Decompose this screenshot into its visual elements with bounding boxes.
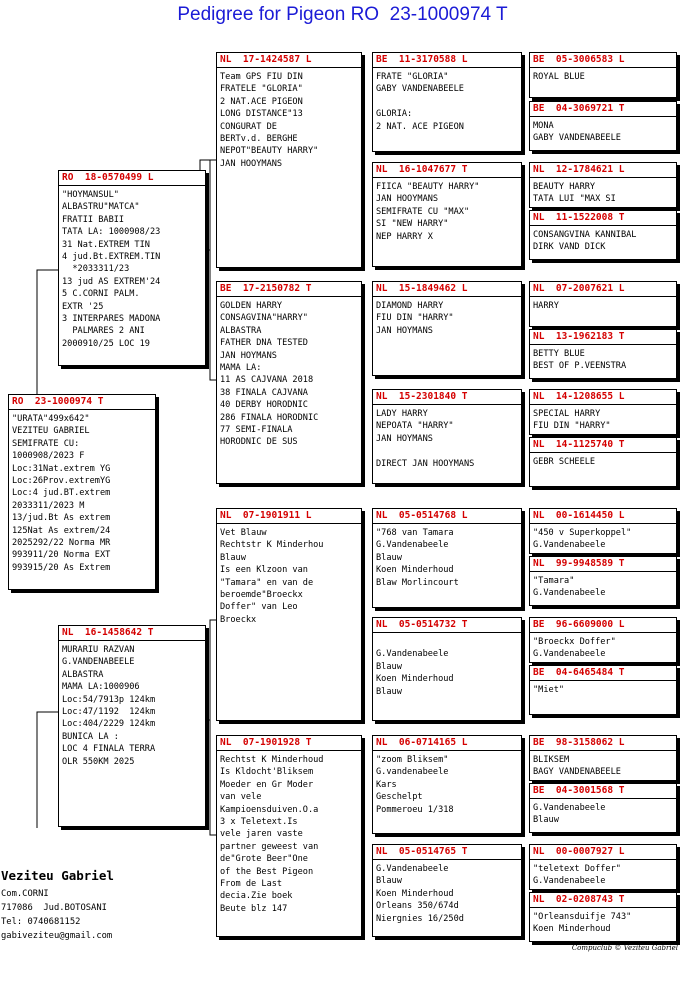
ring-number: NL 14-1208655 L bbox=[530, 390, 676, 405]
pigeon-notes bbox=[530, 908, 676, 939]
note-line: LADY HARRY bbox=[376, 409, 428, 419]
footer-credit: Compuclub © Veziteu Gabriel bbox=[571, 944, 678, 952]
pigeon-card-grandparent[interactable] bbox=[216, 508, 362, 721]
note-line: CONSANGVINA KANNIBAL bbox=[533, 230, 637, 240]
pigeon-notes bbox=[373, 68, 521, 136]
ring-number: BE 04-3069721 T bbox=[530, 102, 676, 117]
note-line: SEMIFRATE CU: bbox=[12, 438, 80, 449]
note-line: DIAMOND HARRY bbox=[376, 301, 444, 311]
pigeon-notes bbox=[217, 297, 361, 452]
pigeon-card-great-great-grandparent[interactable] bbox=[529, 101, 677, 151]
note-line: DIRECT JAN HOOYMANS bbox=[376, 458, 475, 469]
pigeon-notes bbox=[530, 453, 676, 471]
pigeon-card-great-great-grandparent[interactable] bbox=[529, 281, 677, 327]
pigeon-card-great-grandparent[interactable] bbox=[372, 389, 522, 484]
note-line: ALBASTRA bbox=[220, 325, 262, 336]
ring-number: NL 07-1901928 T bbox=[217, 736, 361, 751]
note-line: BETTY BLUE bbox=[533, 349, 585, 359]
pigeon-card-great-great-grandparent[interactable] bbox=[529, 556, 677, 606]
note-line: Blaw Morlincourt bbox=[376, 577, 459, 588]
note-line: G.Vandenabeele bbox=[533, 540, 606, 551]
note-line: MAMA LA:1000906 bbox=[62, 682, 140, 693]
pigeon-card-subject[interactable] bbox=[8, 394, 156, 590]
note-line: 1000908/2023 F bbox=[12, 451, 85, 462]
note-line: 3 INTERPARES MADONA bbox=[62, 314, 161, 325]
ring-number: NL 07-1901911 L bbox=[217, 509, 361, 524]
note-line: NEP HARRY X bbox=[376, 231, 433, 242]
note-line: BERTv.d. BERGHE bbox=[220, 134, 298, 145]
pigeon-card-great-great-grandparent[interactable] bbox=[529, 437, 677, 487]
note-line: Blauw bbox=[376, 661, 402, 672]
pigeon-notes bbox=[373, 860, 521, 928]
note-line: Moeder en Gr Moder bbox=[220, 779, 314, 790]
note-line: 993911/20 Norma EXT bbox=[12, 550, 111, 561]
note-line: of the Best Pigeon bbox=[220, 866, 314, 877]
ring-number: NL 15-2301840 T bbox=[373, 390, 521, 405]
note-line bbox=[376, 636, 518, 648]
note-line: Is een Klzoon van bbox=[220, 565, 308, 576]
note-line: Rechtstr K Minderhou bbox=[220, 540, 324, 551]
pigeon-notes bbox=[217, 524, 361, 629]
note-line: From de Last bbox=[220, 879, 283, 890]
note-line: Is Kldocht'Bliksem bbox=[220, 767, 314, 778]
note-line: G.vandenabeele bbox=[376, 767, 449, 778]
page-title: Pedigree for Pigeon RO 23-1000974 T bbox=[177, 4, 508, 25]
note-line: Kampioensduiven.O.a bbox=[220, 804, 319, 815]
ring-number: NL 99-9948589 T bbox=[530, 557, 676, 572]
note-line: GEBR SCHEELE bbox=[533, 457, 596, 467]
note-line: G.Vandenabeele bbox=[533, 876, 606, 887]
note-line: SPECIAL HARRY bbox=[533, 409, 601, 419]
note-line: 4 jud.Bt.EXTREM.TIN bbox=[62, 252, 161, 263]
breeder-line: Tel: 0740681152 bbox=[1, 917, 81, 927]
note-line: TATA LA: 1000908/23 bbox=[62, 227, 161, 238]
note-line bbox=[376, 445, 518, 457]
note-line: Beute blz 147 bbox=[220, 903, 288, 914]
ring-number: NL 14-1125740 T bbox=[530, 438, 676, 453]
pigeon-notes bbox=[530, 178, 676, 208]
note-line: "teletext Doffer" bbox=[533, 864, 621, 874]
note-line: *2033311/23 bbox=[62, 264, 130, 275]
note-line: JAN HOOYMANS bbox=[220, 158, 283, 169]
note-line: BAGY VANDENABEELE bbox=[533, 767, 621, 778]
note-line: BEST OF P.VEENSTRA bbox=[533, 361, 627, 372]
pigeon-card-great-grandparent[interactable] bbox=[372, 508, 522, 608]
note-line: G.Vandenabeele bbox=[376, 540, 449, 551]
note-line: GABY VANDENABEELE bbox=[376, 84, 464, 95]
note-line: "Tamara" en van de bbox=[220, 577, 314, 588]
note-line: 993915/20 As Extrem bbox=[12, 562, 111, 573]
note-line: ALBASTRU"MATCA" bbox=[62, 202, 140, 213]
note-line: 2 NAT. ACE PIGEON bbox=[376, 121, 464, 132]
note-line: ROYAL BLUE bbox=[533, 72, 585, 82]
pigeon-card-great-great-grandparent[interactable] bbox=[529, 508, 677, 554]
note-line: 13 jud AS EXTREM'24 bbox=[62, 276, 161, 287]
note-line: "zoom Bliksem" bbox=[376, 755, 449, 765]
pigeon-card-great-great-grandparent[interactable] bbox=[529, 52, 677, 98]
note-line: Orleans 350/674d bbox=[376, 901, 459, 912]
note-line: 31 Nat.EXTREM TIN bbox=[62, 239, 150, 250]
pigeon-notes bbox=[530, 751, 676, 781]
pigeon-notes bbox=[530, 345, 676, 376]
breeder-email[interactable]: gabiveziteu@gmail.com bbox=[1, 931, 113, 941]
note-line: Doffer" van Leo bbox=[220, 602, 298, 613]
note-line: EXTR '25 bbox=[62, 301, 104, 312]
ring-number: NL 07-2007621 L bbox=[530, 282, 676, 297]
pigeon-card-great-great-grandparent[interactable] bbox=[529, 892, 677, 942]
pigeon-notes bbox=[59, 186, 205, 353]
note-line: Vet Blauw bbox=[220, 528, 267, 538]
pigeon-notes bbox=[217, 751, 361, 918]
note-line: FRATII BABII bbox=[62, 214, 125, 225]
note-line: Koen Minderhoud bbox=[376, 674, 454, 685]
ring-number: NL 02-0208743 T bbox=[530, 893, 676, 908]
note-line: LONG DISTANCE"13 bbox=[220, 109, 303, 120]
pigeon-notes bbox=[530, 860, 676, 890]
note-line: GABY VANDENABEELE bbox=[533, 133, 621, 144]
note-line: G.Vandenabeele bbox=[376, 649, 449, 660]
note-line: "URATA"499x642" bbox=[12, 414, 90, 424]
note-line: CONGURAT DE bbox=[220, 121, 277, 132]
ring-number: NL 16-1047677 T bbox=[373, 163, 521, 178]
ring-number: NL 05-0514765 T bbox=[373, 845, 521, 860]
pigeon-card-great-grandparent[interactable] bbox=[372, 52, 522, 152]
note-line: PALMARES 2 ANI bbox=[62, 326, 145, 337]
pigeon-notes bbox=[530, 633, 676, 663]
pigeon-card-great-grandparent[interactable] bbox=[372, 735, 522, 834]
note-line: OLR 550KM 2025 bbox=[62, 756, 135, 767]
pigeon-notes bbox=[373, 524, 521, 592]
pigeon-notes bbox=[530, 117, 676, 148]
note-line: 2000910/25 LOC 19 bbox=[62, 338, 150, 349]
note-line: FIU DIN "HARRY" bbox=[533, 421, 611, 432]
ring-number: RO 18-0570499 L bbox=[59, 171, 205, 186]
note-line: 125Nat As extrem/24 bbox=[12, 525, 111, 536]
pigeon-card-grandparent[interactable] bbox=[216, 281, 362, 484]
note-line: FRATE "GLORIA" bbox=[376, 72, 449, 82]
note-line: decia.Zie boek bbox=[220, 891, 293, 902]
note-line: SEMIFRATE CU "MAX" bbox=[376, 206, 470, 217]
note-line: "450 v Superkoppel" bbox=[533, 528, 632, 538]
pigeon-card-great-grandparent[interactable] bbox=[372, 281, 522, 376]
ring-number: BE 98-3158062 L bbox=[530, 736, 676, 751]
pigeon-card-grandparent[interactable] bbox=[216, 735, 362, 937]
ring-number: NL 17-1424587 L bbox=[217, 53, 361, 68]
ring-number: NL 11-1522008 T bbox=[530, 211, 676, 226]
note-line: Loc:26Prov.extremYG bbox=[12, 476, 111, 487]
pigeon-card-great-great-grandparent[interactable] bbox=[529, 389, 677, 435]
ring-number: NL 15-1849462 L bbox=[373, 282, 521, 297]
note-line: Koen Minderhoud bbox=[376, 888, 454, 899]
ring-number: NL 12-1784621 L bbox=[530, 163, 676, 178]
note-line: Loc:4 jud.BT.extrem bbox=[12, 488, 111, 499]
note-line: 77 SEMI-FINALA bbox=[220, 425, 293, 436]
ring-number: NL 00-1614450 L bbox=[530, 509, 676, 524]
note-line: NEPOT"BEAUTY HARRY" bbox=[220, 146, 319, 157]
note-line: Blauw bbox=[533, 815, 559, 826]
note-line: ALBASTRA bbox=[62, 669, 104, 680]
note-line: 286 FINALA HORODNIC bbox=[220, 412, 319, 423]
pigeon-card-great-great-grandparent[interactable] bbox=[529, 735, 677, 781]
pigeon-notes bbox=[530, 68, 676, 86]
note-line: MONA bbox=[533, 121, 554, 131]
note-line: 38 FINALA CAJVANA bbox=[220, 387, 308, 398]
note-line: G.Vandenabeele bbox=[376, 864, 449, 874]
pigeon-card-great-grandparent[interactable] bbox=[372, 162, 522, 267]
note-line: JAN HOYMANS bbox=[220, 350, 277, 361]
note-line: partner geweest van bbox=[220, 841, 319, 852]
pigeon-notes bbox=[530, 226, 676, 257]
pigeon-notes bbox=[373, 178, 521, 246]
ring-number: BE 04-3001568 T bbox=[530, 784, 676, 799]
pigeon-notes bbox=[530, 297, 676, 315]
note-line: beroemde"Broeckx bbox=[220, 590, 303, 601]
note-line: JAN HOYMANS bbox=[376, 433, 433, 444]
pigeon-notes bbox=[530, 405, 676, 435]
pigeon-card-great-great-grandparent[interactable] bbox=[529, 329, 677, 379]
pigeon-card-great-great-grandparent[interactable] bbox=[529, 210, 677, 260]
note-line: SI "NEW HARRY" bbox=[376, 219, 449, 230]
note-line: Kars bbox=[376, 779, 397, 790]
ring-number: NL 16-1458642 T bbox=[59, 626, 205, 641]
ring-number: NL 06-0714165 L bbox=[373, 736, 521, 751]
note-line: "Tamara" bbox=[533, 576, 575, 586]
pigeon-card-great-great-grandparent[interactable] bbox=[529, 617, 677, 663]
note-line: "Orleansduifje 743" bbox=[533, 912, 632, 922]
note-line: 40 DERBY HORODNIC bbox=[220, 400, 308, 411]
note-line: FIU DIN "HARRY" bbox=[376, 313, 454, 324]
note-line: "HOYMANSUL" bbox=[62, 190, 119, 200]
pigeon-card-great-great-grandparent[interactable] bbox=[529, 162, 677, 208]
note-line: "768 van Tamara bbox=[376, 528, 454, 538]
pigeon-card-great-grandparent[interactable] bbox=[372, 617, 522, 721]
note-line: FATHER DNA TESTED bbox=[220, 338, 308, 349]
pigeon-card-great-great-grandparent[interactable] bbox=[529, 665, 677, 715]
pigeon-card-great-great-grandparent[interactable] bbox=[529, 844, 677, 890]
note-line: G.Vandenabeele bbox=[533, 649, 606, 660]
note-line: NEPOATA "HARRY" bbox=[376, 421, 454, 432]
note-line: VEZITEU GABRIEL bbox=[12, 426, 90, 437]
breeder-name: Veziteu Gabriel bbox=[1, 868, 114, 883]
pigeon-notes bbox=[9, 410, 155, 577]
note-line: Blauw bbox=[376, 686, 402, 697]
note-line: Loc:31Nat.extrem YG bbox=[12, 463, 111, 474]
note-line: 2033311/2023 M bbox=[12, 500, 85, 511]
note-line: "Miet" bbox=[533, 685, 565, 695]
pigeon-card-great-great-grandparent[interactable] bbox=[529, 783, 677, 833]
note-line: TATA LUI "MAX SI bbox=[533, 194, 616, 205]
pigeon-notes bbox=[373, 751, 521, 819]
note-line: BLIKSEM bbox=[533, 755, 570, 765]
pigeon-card-great-grandparent[interactable] bbox=[372, 844, 522, 937]
note-line: BUNICA LA : bbox=[62, 731, 119, 742]
note-line: Niergnies 16/250d bbox=[376, 913, 464, 924]
note-line: GOLDEN HARRY bbox=[220, 301, 283, 311]
note-line: CONSAGVINA"HARRY" bbox=[220, 313, 308, 324]
note-line: G.VANDENABEELE bbox=[62, 657, 135, 668]
note-line: 2025292/22 Norma MR bbox=[12, 538, 111, 549]
note-line: G.Vandenabeele bbox=[533, 588, 606, 599]
note-line: Blauw bbox=[376, 876, 402, 887]
ring-number: NL 05-0514768 L bbox=[373, 509, 521, 524]
pigeon-card-grandparent[interactable] bbox=[216, 52, 362, 268]
ring-number: NL 05-0514732 T bbox=[373, 618, 521, 633]
pigeon-notes bbox=[59, 641, 205, 771]
note-line: FRATELE "GLORIA" bbox=[220, 84, 303, 95]
pigeon-notes bbox=[530, 524, 676, 554]
note-line: HARRY bbox=[533, 301, 559, 311]
note-line: Loc:47/1192 124km bbox=[62, 707, 156, 718]
note-line: 11 AS CAJVANA 2018 bbox=[220, 375, 314, 386]
note-line bbox=[376, 96, 518, 108]
note-line: Rechtst K Minderhoud bbox=[220, 755, 324, 765]
ring-number: BE 05-3006583 L bbox=[530, 53, 676, 68]
pigeon-notes bbox=[530, 572, 676, 603]
ring-number: BE 17-2150782 T bbox=[217, 282, 361, 297]
pigeon-notes bbox=[530, 799, 676, 830]
note-line: 13/jud.Bt As extrem bbox=[12, 513, 111, 524]
note-line: DIRK VAND DICK bbox=[533, 242, 606, 253]
note-line: Blauw bbox=[220, 552, 246, 563]
note-line: BEAUTY HARRY bbox=[533, 182, 596, 192]
breeder-line: Com.CORNI bbox=[1, 889, 49, 899]
note-line: HORODNIC DE SUS bbox=[220, 437, 298, 448]
pigeon-card-dam[interactable] bbox=[58, 625, 206, 827]
ring-number: NL 13-1962183 T bbox=[530, 330, 676, 345]
note-line: van vele bbox=[220, 792, 262, 803]
note-line: 3 x Teletext.Is bbox=[220, 817, 298, 828]
breeder-line: 717086 Jud.BOTOSANI bbox=[1, 903, 107, 913]
ring-number: BE 11-3170588 L bbox=[373, 53, 521, 68]
note-line: MURARIU RAZVAN bbox=[62, 645, 135, 655]
note-line: LOC 4 FINALA TERRA bbox=[62, 744, 156, 755]
note-line: Geschelpt bbox=[376, 792, 423, 803]
note-line: JAN HOYMANS bbox=[376, 325, 433, 336]
note-line: MAMA LA: bbox=[220, 363, 262, 374]
pigeon-card-sire[interactable] bbox=[58, 170, 206, 366]
note-line: FIICA "BEAUTY HARRY" bbox=[376, 182, 480, 192]
pigeon-notes bbox=[217, 68, 361, 173]
note-line: GLORIA: bbox=[376, 109, 413, 120]
note-line: Blauw bbox=[376, 552, 402, 563]
pigeon-notes bbox=[373, 405, 521, 473]
note-line: Loc:54/7913p 124km bbox=[62, 694, 156, 705]
note-line: Koen Minderhoud bbox=[533, 924, 611, 935]
note-line: 5 C.CORNI PALM. bbox=[62, 289, 140, 300]
note-line: Koen Minderhoud bbox=[376, 565, 454, 576]
ring-number: RO 23-1000974 T bbox=[9, 395, 155, 410]
pigeon-notes bbox=[373, 633, 521, 701]
breeder-info bbox=[1, 868, 114, 943]
note-line: de"Grote Beer"One bbox=[220, 854, 308, 865]
ring-number: NL 00-0007927 L bbox=[530, 845, 676, 860]
note-line: Team GPS FIU DIN bbox=[220, 72, 303, 82]
pigeon-notes bbox=[373, 297, 521, 340]
note-line: 2 NAT.ACE PIGEON bbox=[220, 96, 303, 107]
note-line: JAN HOOYMANS bbox=[376, 194, 439, 205]
ring-number: BE 04-6465484 T bbox=[530, 666, 676, 681]
note-line: Pommeroeu 1/318 bbox=[376, 804, 454, 815]
ring-number: BE 96-6609000 L bbox=[530, 618, 676, 633]
note-line: Broeckx bbox=[220, 614, 257, 625]
pigeon-notes bbox=[530, 681, 676, 699]
note-line: "Broeckx Doffer" bbox=[533, 637, 616, 647]
note-line: vele jaren vaste bbox=[220, 829, 303, 840]
note-line: G.Vandenabeele bbox=[533, 803, 606, 813]
note-line: Loc:404/2229 124km bbox=[62, 719, 156, 730]
